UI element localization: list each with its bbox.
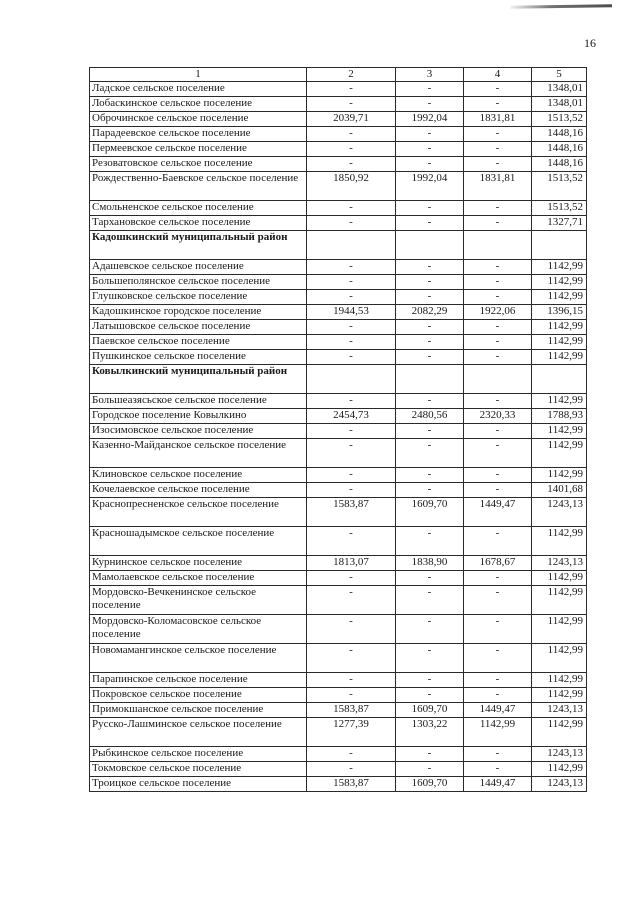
settlement-name-cell: Глушковское сельское поселение: [90, 290, 307, 305]
settlement-name-cell: Пермеевское сельское поселение: [90, 142, 307, 157]
table-row: [90, 571, 587, 586]
value-col4-cell: 1142,99: [464, 718, 532, 747]
value-col4-cell: -: [464, 142, 532, 157]
value-col3-cell: -: [396, 127, 464, 142]
value-col5-cell: 1513,52: [532, 201, 587, 216]
value-col2-cell: -: [307, 439, 396, 468]
value-col3-cell: -: [396, 216, 464, 231]
value-col4-cell: -: [464, 275, 532, 290]
value-col3-cell: -: [396, 290, 464, 305]
value-col2-cell: -: [307, 201, 396, 216]
column-header-4: 4: [464, 68, 532, 82]
table-row: [90, 127, 587, 142]
value-col5-cell: 1513,52: [532, 112, 587, 127]
settlement-name-cell: Русско-Лашминское сельское поселение: [90, 718, 307, 747]
value-col4-cell: 1678,67: [464, 556, 532, 571]
value-col4-cell: -: [464, 688, 532, 703]
value-col2-cell: -: [307, 275, 396, 290]
value-col2-cell: -: [307, 142, 396, 157]
value-col2-cell: -: [307, 350, 396, 365]
value-col5-cell: 1448,16: [532, 142, 587, 157]
value-col5-cell: 1243,13: [532, 498, 587, 527]
table-row: [90, 335, 587, 350]
settlement-name-cell: Латышовское сельское поселение: [90, 320, 307, 335]
value-col4-cell: -: [464, 483, 532, 498]
value-col4-cell: -: [464, 320, 532, 335]
settlement-name-cell: Примокшанское сельское поселение: [90, 703, 307, 718]
settlement-name-cell: Пушкинское сельское поселение: [90, 350, 307, 365]
settlement-name-cell: Покровское сельское поселение: [90, 688, 307, 703]
column-header-5: 5: [532, 68, 587, 82]
value-col2-cell: [307, 231, 396, 260]
table-row: [90, 97, 587, 112]
value-col5-cell: 1142,99: [532, 762, 587, 777]
table-row: [90, 142, 587, 157]
value-col2-cell: -: [307, 394, 396, 409]
value-col4-cell: 2320,33: [464, 409, 532, 424]
tariff-table: [89, 67, 587, 792]
value-col2-cell: -: [307, 586, 396, 615]
table-row: [90, 688, 587, 703]
value-col5-cell: 1401,68: [532, 483, 587, 498]
value-col4-cell: -: [464, 747, 532, 762]
value-col4-cell: -: [464, 527, 532, 556]
value-col3-cell: 1609,70: [396, 777, 464, 792]
value-col4-cell: -: [464, 97, 532, 112]
value-col3-cell: -: [396, 97, 464, 112]
value-col4-cell: 1831,81: [464, 172, 532, 201]
table-row: [90, 424, 587, 439]
value-col5-cell: 1243,13: [532, 556, 587, 571]
value-col2-cell: -: [307, 127, 396, 142]
table-row: [90, 216, 587, 231]
table-row: [90, 409, 587, 424]
settlement-name-cell: Рождественно-Баевское сельское поселение: [90, 172, 307, 201]
scan-artifact: [510, 4, 612, 8]
value-col5-cell: 1448,16: [532, 127, 587, 142]
table-row: [90, 762, 587, 777]
table-row: [90, 394, 587, 409]
settlement-name-cell: Кочелаевское сельское поселение: [90, 483, 307, 498]
settlement-name-cell: Кадошкинский муниципальный район: [90, 231, 307, 260]
value-col2-cell: -: [307, 762, 396, 777]
value-col3-cell: -: [396, 615, 464, 644]
value-col4-cell: 1449,47: [464, 498, 532, 527]
settlement-name-cell: Троицкое сельское поселение: [90, 777, 307, 792]
value-col3-cell: -: [396, 468, 464, 483]
value-col5-cell: 1142,99: [532, 335, 587, 350]
value-col4-cell: -: [464, 762, 532, 777]
settlement-name-cell: Изосимовское сельское поселение: [90, 424, 307, 439]
value-col4-cell: -: [464, 350, 532, 365]
value-col3-cell: -: [396, 394, 464, 409]
value-col2-cell: 1277,39: [307, 718, 396, 747]
value-col4-cell: -: [464, 586, 532, 615]
value-col2-cell: -: [307, 216, 396, 231]
settlement-name-cell: Смольненское сельское поселение: [90, 201, 307, 216]
table-row: [90, 157, 587, 172]
value-col5-cell: 1142,99: [532, 644, 587, 673]
value-col3-cell: -: [396, 688, 464, 703]
value-col5-cell: 1142,99: [532, 350, 587, 365]
value-col2-cell: 1583,87: [307, 498, 396, 527]
value-col3-cell: 2480,56: [396, 409, 464, 424]
settlement-name-cell: Большеполянское сельское поселение: [90, 275, 307, 290]
value-col3-cell: -: [396, 527, 464, 556]
value-col4-cell: -: [464, 127, 532, 142]
value-col2-cell: -: [307, 157, 396, 172]
page-number: 16: [584, 36, 596, 50]
table-row: [90, 747, 587, 762]
value-col5-cell: 1142,99: [532, 688, 587, 703]
settlement-name-cell: Оброчинское сельское поселение: [90, 112, 307, 127]
table-header-row: [90, 68, 587, 82]
value-col3-cell: -: [396, 350, 464, 365]
table-row: [90, 556, 587, 571]
value-col4-cell: 1449,47: [464, 777, 532, 792]
value-col4-cell: -: [464, 394, 532, 409]
table-row: [90, 703, 587, 718]
value-col4-cell: 1831,81: [464, 112, 532, 127]
settlement-name-cell: Мамолаевское сельское поселение: [90, 571, 307, 586]
value-col2-cell: 1583,87: [307, 703, 396, 718]
settlement-name-cell: Токмовское сельское поселение: [90, 762, 307, 777]
value-col2-cell: -: [307, 320, 396, 335]
value-col4-cell: [464, 365, 532, 394]
value-col5-cell: [532, 365, 587, 394]
settlement-name-cell: Краснопресненское сельское поселение: [90, 498, 307, 527]
value-col3-cell: 1838,90: [396, 556, 464, 571]
value-col3-cell: -: [396, 335, 464, 350]
value-col4-cell: 1449,47: [464, 703, 532, 718]
value-col5-cell: 1142,99: [532, 424, 587, 439]
section-header-row: [90, 365, 587, 394]
table-row: [90, 172, 587, 201]
value-col5-cell: 1142,99: [532, 439, 587, 468]
settlement-name-cell: Парапинское сельское поселение: [90, 673, 307, 688]
value-col4-cell: -: [464, 424, 532, 439]
table-row: [90, 498, 587, 527]
table-row: [90, 718, 587, 747]
value-col2-cell: -: [307, 290, 396, 305]
settlement-name-cell: Городское поселение Ковылкино: [90, 409, 307, 424]
value-col3-cell: -: [396, 275, 464, 290]
value-col3-cell: 2082,29: [396, 305, 464, 320]
value-col4-cell: -: [464, 157, 532, 172]
settlement-name-cell: Паевское сельское поселение: [90, 335, 307, 350]
table-row: [90, 112, 587, 127]
value-col5-cell: [532, 231, 587, 260]
value-col3-cell: -: [396, 157, 464, 172]
settlement-name-cell: Красношадымское сельское поселение: [90, 527, 307, 556]
table-row: [90, 644, 587, 673]
column-header-3: 3: [396, 68, 464, 82]
value-col4-cell: -: [464, 82, 532, 97]
value-col2-cell: -: [307, 97, 396, 112]
value-col5-cell: 1788,93: [532, 409, 587, 424]
value-col5-cell: 1142,99: [532, 673, 587, 688]
value-col5-cell: 1142,99: [532, 615, 587, 644]
value-col5-cell: 1142,99: [532, 718, 587, 747]
settlement-name-cell: Парадеевское сельское поселение: [90, 127, 307, 142]
settlement-name-cell: Лобаскинское сельское поселение: [90, 97, 307, 112]
value-col4-cell: -: [464, 216, 532, 231]
value-col2-cell: 1583,87: [307, 777, 396, 792]
table-row: [90, 673, 587, 688]
value-col2-cell: -: [307, 424, 396, 439]
value-col5-cell: 1243,13: [532, 747, 587, 762]
value-col2-cell: -: [307, 747, 396, 762]
settlement-name-cell: Клиновское сельское поселение: [90, 468, 307, 483]
table-row: [90, 468, 587, 483]
value-col3-cell: 1992,04: [396, 112, 464, 127]
value-col2-cell: -: [307, 527, 396, 556]
value-col4-cell: [464, 231, 532, 260]
value-col3-cell: -: [396, 762, 464, 777]
value-col2-cell: 1813,07: [307, 556, 396, 571]
value-col4-cell: -: [464, 290, 532, 305]
value-col3-cell: -: [396, 424, 464, 439]
column-header-2: 2: [307, 68, 396, 82]
value-col4-cell: -: [464, 571, 532, 586]
value-col5-cell: 1142,99: [532, 260, 587, 275]
value-col4-cell: -: [464, 468, 532, 483]
value-col3-cell: [396, 365, 464, 394]
table-row: [90, 260, 587, 275]
table-row: [90, 350, 587, 365]
table-row: [90, 615, 587, 644]
value-col2-cell: -: [307, 483, 396, 498]
value-col2-cell: 2039,71: [307, 112, 396, 127]
value-col5-cell: 1348,01: [532, 82, 587, 97]
value-col2-cell: -: [307, 673, 396, 688]
value-col3-cell: -: [396, 320, 464, 335]
table-row: [90, 201, 587, 216]
settlement-name-cell: Курнинское сельское поселение: [90, 556, 307, 571]
value-col2-cell: -: [307, 615, 396, 644]
value-col5-cell: 1142,99: [532, 571, 587, 586]
table-row: [90, 527, 587, 556]
value-col2-cell: -: [307, 468, 396, 483]
value-col5-cell: 1448,16: [532, 157, 587, 172]
value-col5-cell: 1243,13: [532, 777, 587, 792]
value-col4-cell: -: [464, 260, 532, 275]
table-row: [90, 305, 587, 320]
value-col2-cell: -: [307, 260, 396, 275]
value-col5-cell: 1396,15: [532, 305, 587, 320]
table-row: [90, 290, 587, 305]
value-col2-cell: -: [307, 82, 396, 97]
table-row: [90, 320, 587, 335]
value-col3-cell: -: [396, 644, 464, 673]
table-row: [90, 439, 587, 468]
settlement-name-cell: Новомамангинское сельское поселение: [90, 644, 307, 673]
value-col2-cell: 2454,73: [307, 409, 396, 424]
value-col3-cell: 1609,70: [396, 498, 464, 527]
settlement-name-cell: Казенно-Майданское сельское поселение: [90, 439, 307, 468]
settlement-name-cell: Тархановское сельское поселение: [90, 216, 307, 231]
value-col2-cell: -: [307, 688, 396, 703]
value-col4-cell: -: [464, 335, 532, 350]
value-col5-cell: 1142,99: [532, 394, 587, 409]
value-col3-cell: -: [396, 483, 464, 498]
value-col4-cell: -: [464, 644, 532, 673]
value-col2-cell: 1944,53: [307, 305, 396, 320]
value-col3-cell: -: [396, 142, 464, 157]
value-col3-cell: -: [396, 439, 464, 468]
value-col4-cell: -: [464, 615, 532, 644]
settlement-name-cell: Рыбкинское сельское поселение: [90, 747, 307, 762]
value-col5-cell: 1327,71: [532, 216, 587, 231]
value-col3-cell: -: [396, 747, 464, 762]
value-col4-cell: 1922,06: [464, 305, 532, 320]
settlement-name-cell: Большеазясьское сельское поселение: [90, 394, 307, 409]
value-col3-cell: 1303,22: [396, 718, 464, 747]
section-header-row: [90, 231, 587, 260]
value-col2-cell: [307, 365, 396, 394]
settlement-name-cell: Адашевское сельское поселение: [90, 260, 307, 275]
settlement-name-cell: Ладское сельское поселение: [90, 82, 307, 97]
value-col5-cell: 1513,52: [532, 172, 587, 201]
table-row: [90, 275, 587, 290]
table-row: [90, 586, 587, 615]
value-col3-cell: -: [396, 82, 464, 97]
settlement-name-cell: Мордовско-Вечкенинское сельское поселение: [90, 586, 307, 615]
value-col4-cell: -: [464, 673, 532, 688]
value-col2-cell: -: [307, 644, 396, 673]
table-row: [90, 483, 587, 498]
settlement-name-cell: Мордовско-Коломасовское сельское поселение: [90, 615, 307, 644]
settlement-name-cell: Кадошкинское городское поселение: [90, 305, 307, 320]
value-col2-cell: -: [307, 335, 396, 350]
value-col5-cell: 1142,99: [532, 468, 587, 483]
value-col3-cell: -: [396, 673, 464, 688]
value-col3-cell: -: [396, 571, 464, 586]
value-col3-cell: [396, 231, 464, 260]
table-row: [90, 82, 587, 97]
settlement-name-cell: Резоватовское сельское поселение: [90, 157, 307, 172]
value-col5-cell: 1142,99: [532, 586, 587, 615]
value-col3-cell: -: [396, 201, 464, 216]
value-col5-cell: 1243,13: [532, 703, 587, 718]
table-row: [90, 777, 587, 792]
value-col5-cell: 1142,99: [532, 320, 587, 335]
value-col3-cell: 1992,04: [396, 172, 464, 201]
value-col2-cell: 1850,92: [307, 172, 396, 201]
value-col2-cell: -: [307, 571, 396, 586]
value-col3-cell: -: [396, 586, 464, 615]
value-col4-cell: -: [464, 439, 532, 468]
value-col3-cell: -: [396, 260, 464, 275]
value-col5-cell: 1142,99: [532, 527, 587, 556]
value-col4-cell: -: [464, 201, 532, 216]
settlement-name-cell: Ковылкинский муниципальный район: [90, 365, 307, 394]
value-col5-cell: 1142,99: [532, 275, 587, 290]
value-col5-cell: 1142,99: [532, 290, 587, 305]
column-header-1: 1: [90, 68, 307, 82]
value-col3-cell: 1609,70: [396, 703, 464, 718]
value-col5-cell: 1348,01: [532, 97, 587, 112]
